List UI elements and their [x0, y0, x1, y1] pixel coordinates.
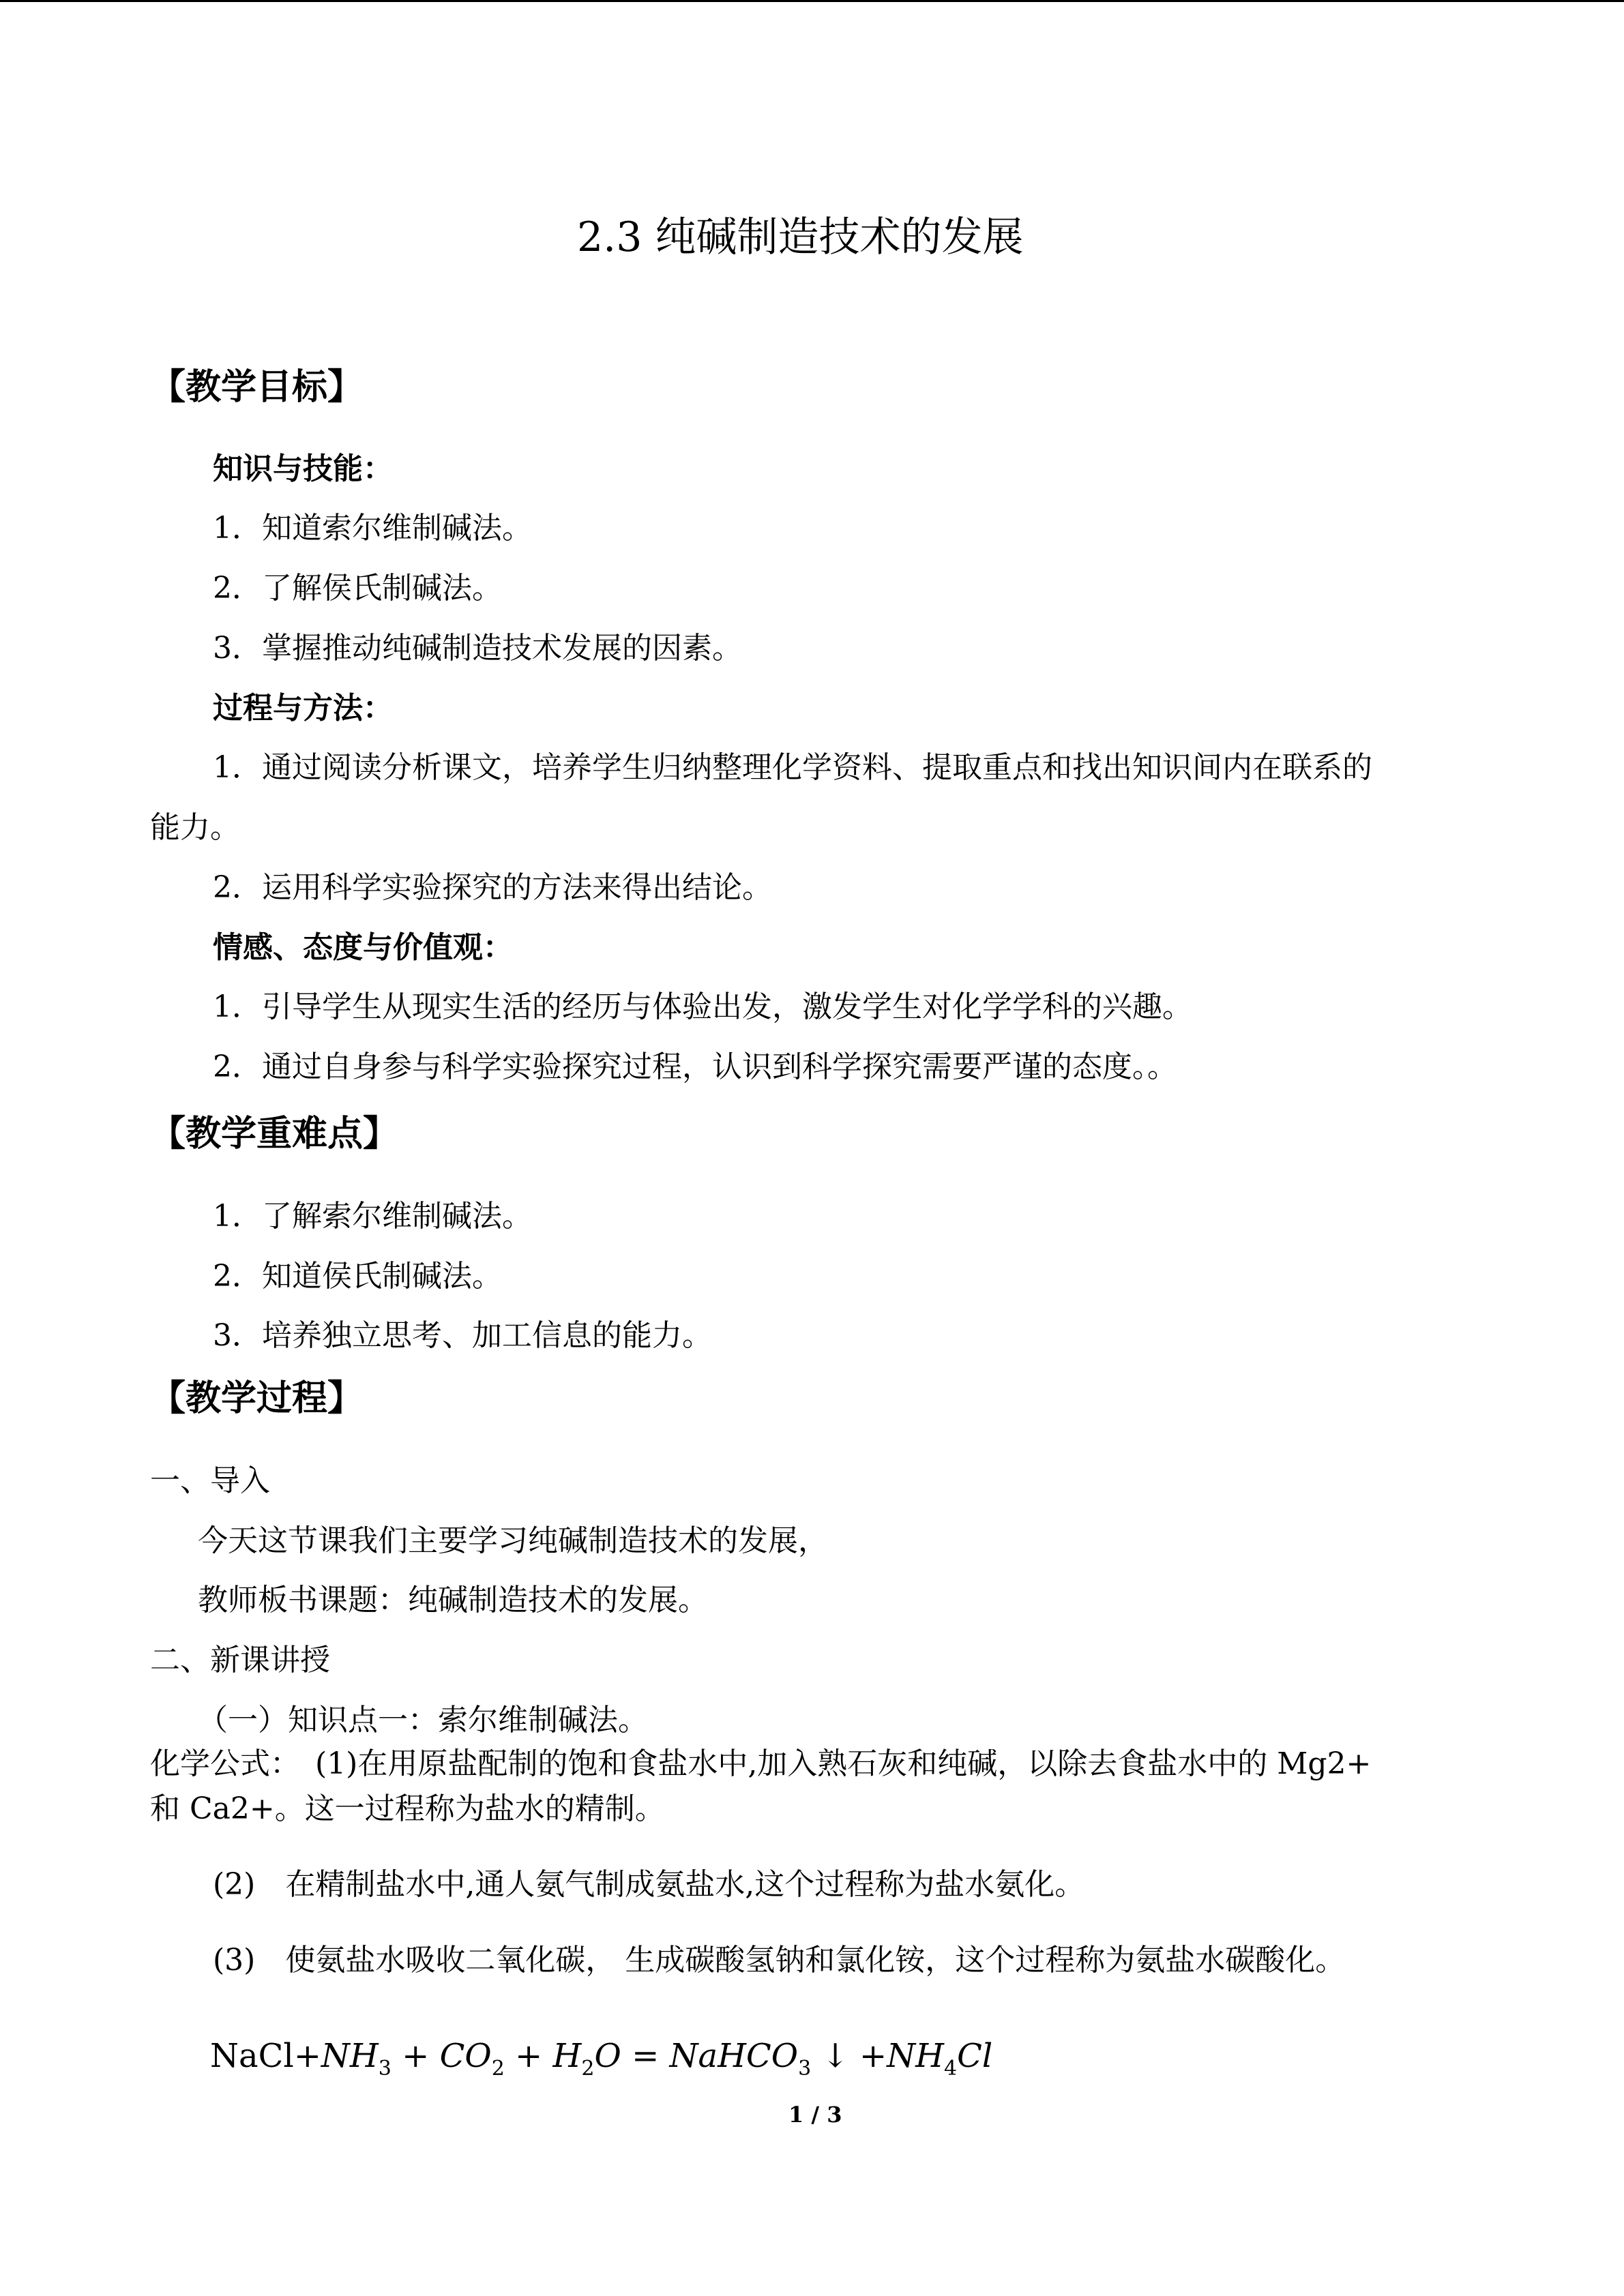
list-item: 2．知道侯氏制碱法。 — [213, 1259, 502, 1294]
equation-part: + CO — [391, 2037, 492, 2075]
section-heading-objectives: 【教学目标】 — [150, 366, 364, 408]
list-item: 1．知道索尔维制碱法。 — [213, 511, 532, 546]
paragraph-line: 教师板书课题：纯碱制造技术的发展。 — [198, 1583, 708, 1617]
section-heading-process: 【教学过程】 — [150, 1377, 364, 1419]
step-line: (3) 使氨盐水吸收二氧化碳， 生成碳酸氢钠和氯化铵，这个过程称为氨盐水碳酸化。 — [213, 1943, 1346, 1978]
part-heading-new-lesson: 二、新课讲授 — [150, 1643, 330, 1678]
step-line: (2) 在精制盐水中,通人氨气制成氨盐水,这个过程称为盐水氨化。 — [213, 1867, 1085, 1902]
list-item: 2．通过自身参与科学实验探究过程，认识到科学探究需要严谨的态度。。 — [213, 1049, 1177, 1084]
equation-subscript: 3 — [798, 2057, 812, 2081]
section-heading-keypoints: 【教学重难点】 — [150, 1113, 399, 1154]
part-heading-intro: 一、导入 — [150, 1463, 270, 1498]
list-item: 1．引导学生从现实生活的经历与体验出发，激发学生对化学学科的兴趣。 — [213, 989, 1192, 1024]
list-item: 2．了解侯氏制碱法。 — [213, 571, 502, 606]
equation-part: ↓ +NH — [811, 2037, 945, 2075]
list-item: 1．通过阅读分析课文，培养学生归纳整理化学资料、提取重点和找出知识间内在联系的 — [213, 750, 1372, 785]
list-item: 1．了解索尔维制碱法。 — [213, 1199, 532, 1234]
list-item: 3．掌握推动纯碱制造技术发展的因素。 — [213, 631, 742, 666]
subheading-knowledge: 知识与技能： — [213, 451, 393, 486]
page-number: 1 / 3 — [788, 2102, 842, 2128]
chemical-equation — [210, 2037, 993, 2081]
paragraph-line: 和 Ca2+。这一过程称为盐水的精制。 — [150, 1791, 665, 1826]
top-border-line — [0, 0, 1624, 2]
doc-title: 2.3 纯碱制造技术的发展 — [577, 213, 1024, 261]
equation-subscript: 2 — [491, 2057, 505, 2081]
subheading-process-method: 过程与方法： — [213, 691, 393, 726]
equation-subscript: 4 — [944, 2057, 958, 2081]
paragraph-line: 今天这节课我们主要学习纯碱制造技术的发展， — [198, 1523, 828, 1558]
paragraph-line: 化学公式： (1)在用原盐配制的饱和食盐水中,加入熟石灰和纯碱，以除去食盐水中的 Mg2+ — [150, 1746, 1372, 1781]
knowledge-point-heading: （一）知识点一：索尔维制碱法。 — [198, 1703, 648, 1738]
equation-part: O = NaHCO — [594, 2037, 799, 2075]
equation-subscript: 2 — [581, 2057, 595, 2081]
equation-part: NaCl+ — [210, 2037, 321, 2075]
subheading-emotion-values: 情感、态度与价值观： — [213, 930, 513, 965]
list-item: 2．运用科学实验探究的方法来得出结论。 — [213, 870, 772, 905]
list-item-continuation: 能力。 — [150, 810, 240, 845]
equation-part: Cl — [957, 2037, 993, 2075]
equation-part: + H — [504, 2037, 582, 2075]
equation-part: NH — [321, 2037, 379, 2075]
list-item: 3．培养独立思考、加工信息的能力。 — [213, 1318, 712, 1353]
equation-subscript: 3 — [378, 2057, 392, 2081]
